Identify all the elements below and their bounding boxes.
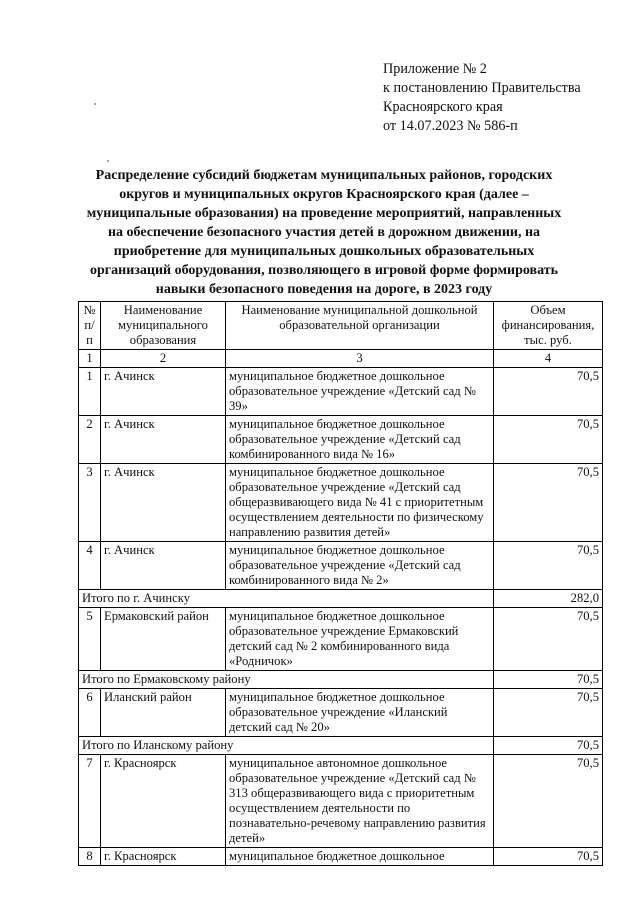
row-amount: 70,5 bbox=[494, 542, 603, 590]
row-organization: муниципальное бюджетное дошкольное образовательное учреждение Ермаковский детский сад № 2 комбинированного вида «Родничок» bbox=[226, 608, 494, 671]
appendix-block bbox=[383, 60, 581, 136]
row-number: 2 bbox=[79, 416, 101, 464]
subsidy-table bbox=[78, 301, 603, 866]
column-number: 1 bbox=[79, 350, 101, 368]
row-organization: муниципальное автономное дошкольное образовательное учреждение «Детский сад № 313 общеразвивающего вида с приоритетным осуществлением деятельности по познавательно-речевому направлению развития детей» bbox=[226, 755, 494, 848]
row-municipality: г. Ачинск bbox=[101, 464, 226, 542]
row-number: 1 bbox=[79, 368, 101, 416]
row-amount: 70,5 bbox=[494, 608, 603, 671]
row-amount: 70,5 bbox=[494, 689, 603, 737]
subtotal-amount: 70,5 bbox=[494, 737, 603, 755]
table-row bbox=[79, 464, 603, 542]
subtotal-label: Итого по г. Ачинску bbox=[79, 590, 494, 608]
table-row bbox=[79, 689, 603, 737]
scan-speck bbox=[94, 103, 96, 105]
row-municipality: г. Ачинск bbox=[101, 416, 226, 464]
row-number: 8 bbox=[79, 848, 101, 866]
row-municipality: г. Красноярск bbox=[101, 848, 226, 866]
row-organization: муниципальное бюджетное дошкольное образовательное учреждение «Иланский детский сад № 20» bbox=[226, 689, 494, 737]
row-municipality: г. Красноярск bbox=[101, 755, 226, 848]
column-number: 2 bbox=[101, 350, 226, 368]
row-amount: 70,5 bbox=[494, 464, 603, 542]
row-municipality: г. Ачинск bbox=[101, 542, 226, 590]
row-organization: муниципальное бюджетное дошкольное образовательное учреждение «Детский сад № 39» bbox=[226, 368, 494, 416]
header-num: № п/п bbox=[79, 302, 101, 350]
appendix-line: от 14.07.2023 № 586-п bbox=[383, 118, 518, 134]
row-amount: 70,5 bbox=[494, 416, 603, 464]
table-row bbox=[79, 848, 603, 866]
appendix-line: Приложение № 2 bbox=[383, 61, 487, 77]
table-row bbox=[79, 416, 603, 464]
table-row bbox=[79, 608, 603, 671]
row-number: 4 bbox=[79, 542, 101, 590]
column-number: 4 bbox=[494, 350, 603, 368]
subtotal-row bbox=[79, 737, 603, 755]
row-amount: 70,5 bbox=[494, 368, 603, 416]
table-row bbox=[79, 368, 603, 416]
header-municipality: Наименование муниципального образования bbox=[101, 302, 226, 350]
table-header-row bbox=[79, 302, 603, 350]
subtotal-amount: 282,0 bbox=[494, 590, 603, 608]
row-municipality: Ермаковский район bbox=[101, 608, 226, 671]
row-number: 7 bbox=[79, 755, 101, 848]
table-row bbox=[79, 542, 603, 590]
header-amount: Объем финансирования, тыс. руб. bbox=[494, 302, 603, 350]
row-organization: муниципальное бюджетное дошкольное образовательное учреждение «Детский сад комбинированного вида № 16» bbox=[226, 416, 494, 464]
table-row bbox=[79, 755, 603, 848]
row-amount: 70,5 bbox=[494, 848, 603, 866]
row-municipality: г. Ачинск bbox=[101, 368, 226, 416]
row-number: 6 bbox=[79, 689, 101, 737]
subtotal-row bbox=[79, 590, 603, 608]
column-number: 3 bbox=[226, 350, 494, 368]
row-number: 3 bbox=[79, 464, 101, 542]
appendix-line: Красноярского края bbox=[383, 99, 503, 115]
subtotal-label: Итого по Ермаковскому району bbox=[79, 671, 494, 689]
appendix-line: к постановлению Правительства bbox=[383, 80, 581, 96]
row-municipality: Иланский район bbox=[101, 689, 226, 737]
row-organization: муниципальное бюджетное дошкольное образовательное учреждение «Детский сад комбинированного вида № 2» bbox=[226, 542, 494, 590]
scan-speck bbox=[107, 160, 109, 162]
subtotal-amount: 70,5 bbox=[494, 671, 603, 689]
document-title: Распределение субсидий бюджетам муниципальных районов, городских округов и муниципальных округов Красноярского края (далее – муниципальные образования) на проведение мероприятий, направленных на обеспечение безопасного участия детей в дорожном движении, на приобретение для муниципальных дошкольных образовательных организаций оборудования, позволяющего в игровой форме формировать навыки безопасного поведения на дороге, в 2023 году bbox=[86, 168, 562, 297]
row-amount: 70,5 bbox=[494, 755, 603, 848]
subtotal-label: Итого по Иланскому району bbox=[79, 737, 494, 755]
column-number-row bbox=[79, 350, 603, 368]
subtotal-row bbox=[79, 671, 603, 689]
header-organization: Наименование муниципальной дошкольной образовательной организации bbox=[226, 302, 494, 350]
row-number: 5 bbox=[79, 608, 101, 671]
row-organization: муниципальное бюджетное дошкольное образовательное учреждение «Детский сад общеразвивающего вида № 41 с приоритетным осуществлением деятельности по физическому направлению развития детей» bbox=[226, 464, 494, 542]
row-organization: муниципальное бюджетное дошкольное bbox=[226, 848, 494, 866]
